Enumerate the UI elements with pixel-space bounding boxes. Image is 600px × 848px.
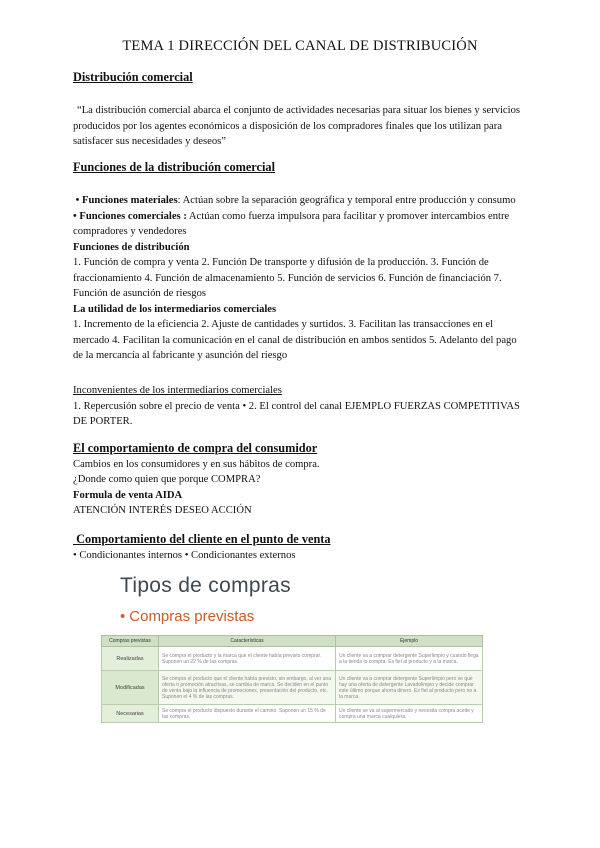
- condicionantes-text: • Condicionantes internos • Condicionantes externos: [73, 549, 296, 561]
- table-row: [102, 647, 483, 671]
- heading-punto-venta: Comportamiento del cliente en el punto de venta: [73, 532, 331, 546]
- slide-image: [96, 568, 489, 736]
- heading-funciones-wrap: [73, 160, 523, 176]
- comportamiento-section: [73, 441, 523, 519]
- definition-quote: “La distribución comercial abarca el conjunto de actividades necesarias para situar los bienes y servicios producidos por los agentes económicos a disposición de los compradores finales que los utilizan para satisfacer sus necesidades y deseos”: [73, 105, 520, 147]
- aida-text: ATENCIÓN INTERÉS DESEO ACCIÓN: [73, 505, 252, 516]
- table-row: [102, 705, 483, 723]
- comportamiento-line2: ¿Donde como quien que porque COMPRA?: [73, 474, 261, 485]
- bullet-icon: •: [120, 608, 126, 625]
- section-distribucion: [73, 70, 523, 86]
- slide-subtitle-row: [120, 608, 254, 625]
- table-row: [102, 671, 483, 705]
- slide-title: Tipos de compras: [120, 574, 291, 597]
- heading-funciones: Funciones de la distribución comercial: [73, 160, 275, 174]
- subheading-funciones-distribucion: Funciones de distribución: [73, 241, 190, 253]
- col-header: Ejemplo: [336, 636, 483, 647]
- row-label: Necesarias: [102, 705, 159, 723]
- row-example: Un cliente va a comprar detergente Superlimpio y cuando llega a la tienda lo compra. Es fiel al producto y a la marca.: [336, 647, 483, 671]
- row-desc: Se compra el producto dispuesto durante el camino. Suponen un 15 % de las compras.: [159, 705, 336, 723]
- row-label: Modificadas: [102, 671, 159, 705]
- row-example: Un cliente se va al supermercado y necesita compra aceite y compra una marca cualquiera.: [336, 705, 483, 723]
- row-desc: Se compra el producto y la marca que el cliente había previsto comprar. Suponen un 22 % de las compras.: [159, 647, 336, 671]
- subheading-utilidad: La utilidad de los intermediarios comerciales: [73, 303, 277, 315]
- col-header: Compras previstas: [102, 636, 159, 647]
- row-desc: Se compra el producto que el cliente había previsto, sin embargo, al ver una oferta o promoción atractivas, se cambia de marca. Se deciden en el punto de venta bajo la influencia de promociones, presentación del producto, etc. Suponen el 4 % de las compras.: [159, 671, 336, 705]
- slide-subtitle: Compras previstas: [129, 608, 255, 625]
- inconvenientes-text: 1. Repercusión sobre el precio de venta • 2. El control del canal EJEMPLO FUERZAS COMPETITIVAS DE PORTER.: [73, 400, 520, 427]
- row-label: Realizadas: [102, 647, 159, 671]
- utilidad-text: 1. Incremento de la eficiencia 2. Ajuste de cantidades y surtidos. 3. Facilitan las transacciones en el mercado 4. Facilitan la comunicación en el canal de distribución en ambos sentidos 5. Adelanto del pago de la mercancía al fabricante y asunción del riesgo: [73, 319, 517, 361]
- punto-venta-section: [73, 532, 523, 563]
- funciones-distribucion-text: 1. Función de compra y venta 2. Función De transporte y difusión de la producción. 3. Función de fraccionamiento 4. Función de almacenamiento 5. Función de servicios 6. Función de financiación 7. Función de asunción de riesgos: [73, 257, 502, 299]
- heading-distribucion-comercial: Distribución comercial: [73, 70, 193, 84]
- item-funciones-comerciales: • Funciones comerciales : Actúan como fuerza impulsora para facilitar y promover intercambios entre compradores y vendedores: [73, 210, 510, 237]
- col-header: Características: [159, 636, 336, 647]
- row-example: Un cliente va a comprar detergente Superlimpio pero ve que hay una oferta de detergente Lavadolimpio y decide comprar este último porque ahorra dinero. Es fiel al producto pero no a la marca.: [336, 671, 483, 705]
- purchase-types-table: [101, 635, 483, 723]
- heading-inconvenientes: Inconvenientes de los intermediarios comerciales: [73, 385, 282, 396]
- comportamiento-line1: Cambios en los consumidores y en sus hábitos de compra.: [73, 458, 320, 470]
- inconvenientes-section: [73, 383, 523, 430]
- heading-comportamiento-compra: El comportamiento de compra del consumidor: [73, 441, 318, 455]
- funciones-list: [73, 193, 523, 364]
- item-funciones-materiales: • Funciones materiales: Actúan sobre la separación geográfica y temporal entre producción y consumo: [75, 195, 516, 206]
- subheading-aida: Formula de venta AIDA: [73, 489, 183, 501]
- document-title: TEMA 1 DIRECCIÓN DEL CANAL DE DISTRIBUCIÓN: [122, 38, 478, 54]
- table-header-row: [102, 636, 483, 647]
